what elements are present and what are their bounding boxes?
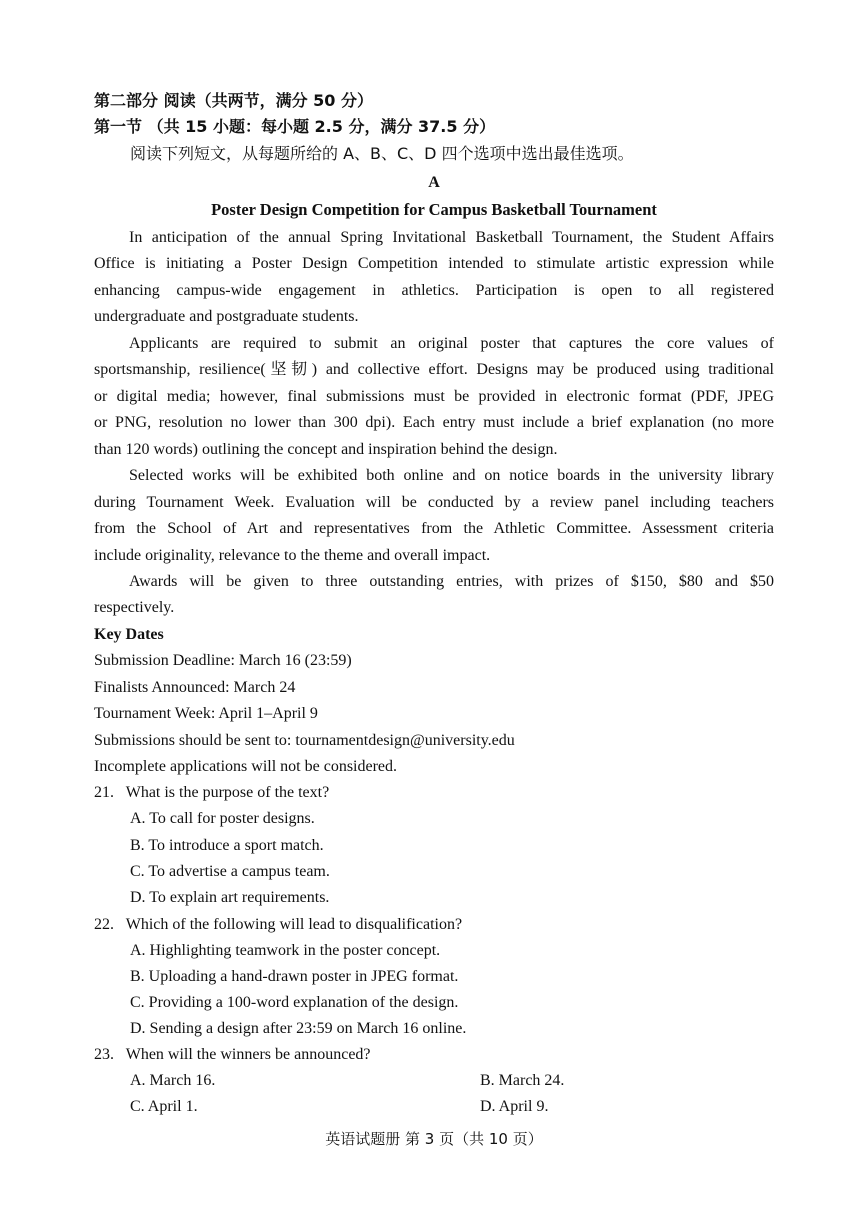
- key-date-item: Finalists Announced: March 24: [94, 679, 296, 696]
- key-date-item: Submissions should be sent to: tournamentdesign@university.edu: [94, 732, 515, 749]
- page-footer: 英语试题册 第 3 页（共 10 页）: [325, 1130, 543, 1148]
- key-date-item: Tournament Week: April 1–April 9: [94, 705, 318, 722]
- question-23-option: A. March 16.: [130, 1072, 216, 1089]
- question-23-option: B. March 24.: [480, 1072, 565, 1089]
- paragraph-2-line: sportsmanship, resilience(坚韧) and collective effort. Designs may be produced using traditional: [94, 361, 774, 378]
- question-23-option: C. April 1.: [130, 1098, 198, 1115]
- question-21-option: A. To call for poster designs.: [130, 810, 315, 827]
- paragraph-1-line: Office is initiating a Poster Design Competition intended to stimulate artistic expression while: [94, 255, 774, 272]
- paragraph-1-line: undergraduate and postgraduate students.: [94, 308, 359, 325]
- paragraph-2-line: or digital media; however, final submissions must be provided in electronic format (PDF, JPEG: [94, 388, 774, 405]
- paragraph-4-line: respectively.: [94, 599, 175, 616]
- question-22-stem: 22. Which of the following will lead to disqualification?: [94, 916, 463, 933]
- question-23-stem: 23. When will the winners be announced?: [94, 1046, 371, 1063]
- paragraph-1-line: In anticipation of the annual Spring Invitational Basketball Tournament, the Student Affairs: [129, 229, 774, 246]
- question-22-option: C. Providing a 100-word explanation of the design.: [130, 994, 459, 1011]
- key-dates-heading: Key Dates: [94, 626, 164, 643]
- question-21-stem: 21. What is the purpose of the text?: [94, 784, 330, 801]
- paragraph-4-line: Awards will be given to three outstanding entries, with prizes of $150, $80 and $50: [129, 573, 774, 590]
- question-21-option: B. To introduce a sport match.: [130, 837, 324, 854]
- key-date-item: Incomplete applications will not be considered.: [94, 758, 398, 775]
- paragraph-3-line: during Tournament Week. Evaluation will be conducted by a review panel including teachers: [94, 494, 774, 511]
- section-heading: 第一节 （共 15 小题：每小题 2.5 分，满分 37.5 分）: [94, 117, 496, 136]
- paragraph-3-line: include originality, relevance to the theme and overall impact.: [94, 547, 491, 564]
- question-22-option: A. Highlighting teamwork in the poster concept.: [130, 942, 441, 959]
- question-21-option: C. To advertise a campus team.: [130, 863, 330, 880]
- question-23-option: D. April 9.: [480, 1098, 549, 1115]
- question-22-option: B. Uploading a hand-drawn poster in JPEG format.: [130, 968, 459, 985]
- paragraph-1-line: enhancing campus-wide engagement in athletics. Participation is open to all registered: [94, 282, 774, 299]
- key-date-item: Submission Deadline: March 16 (23:59): [94, 652, 352, 669]
- paragraph-2-line: than 120 words) outlining the concept and inspiration behind the design.: [94, 441, 558, 458]
- paragraph-3-line: from the School of Art and representatives from the Athletic Committee. Assessment criteria: [94, 520, 774, 537]
- passage-title: Poster Design Competition for Campus Basketball Tournament: [211, 200, 657, 219]
- paragraph-2-line: or PNG, resolution no lower than 300 dpi). Each entry must include a brief explanation (no more: [94, 414, 774, 431]
- paragraph-2-line: Applicants are required to submit an original poster that captures the core values of: [129, 335, 774, 352]
- question-21-option: D. To explain art requirements.: [130, 889, 330, 906]
- paragraph-3-line: Selected works will be exhibited both online and on notice boards in the university library: [129, 467, 774, 484]
- part-heading: 第二部分 阅读（共两节，满分 50 分）: [94, 91, 373, 110]
- question-22-option: D. Sending a design after 23:59 on March 16 online.: [130, 1020, 467, 1037]
- passage-letter: A: [428, 174, 440, 191]
- instruction-text: 阅读下列短文，从每题所给的 A、B、C、D 四个选项中选出最佳选项。: [130, 144, 634, 163]
